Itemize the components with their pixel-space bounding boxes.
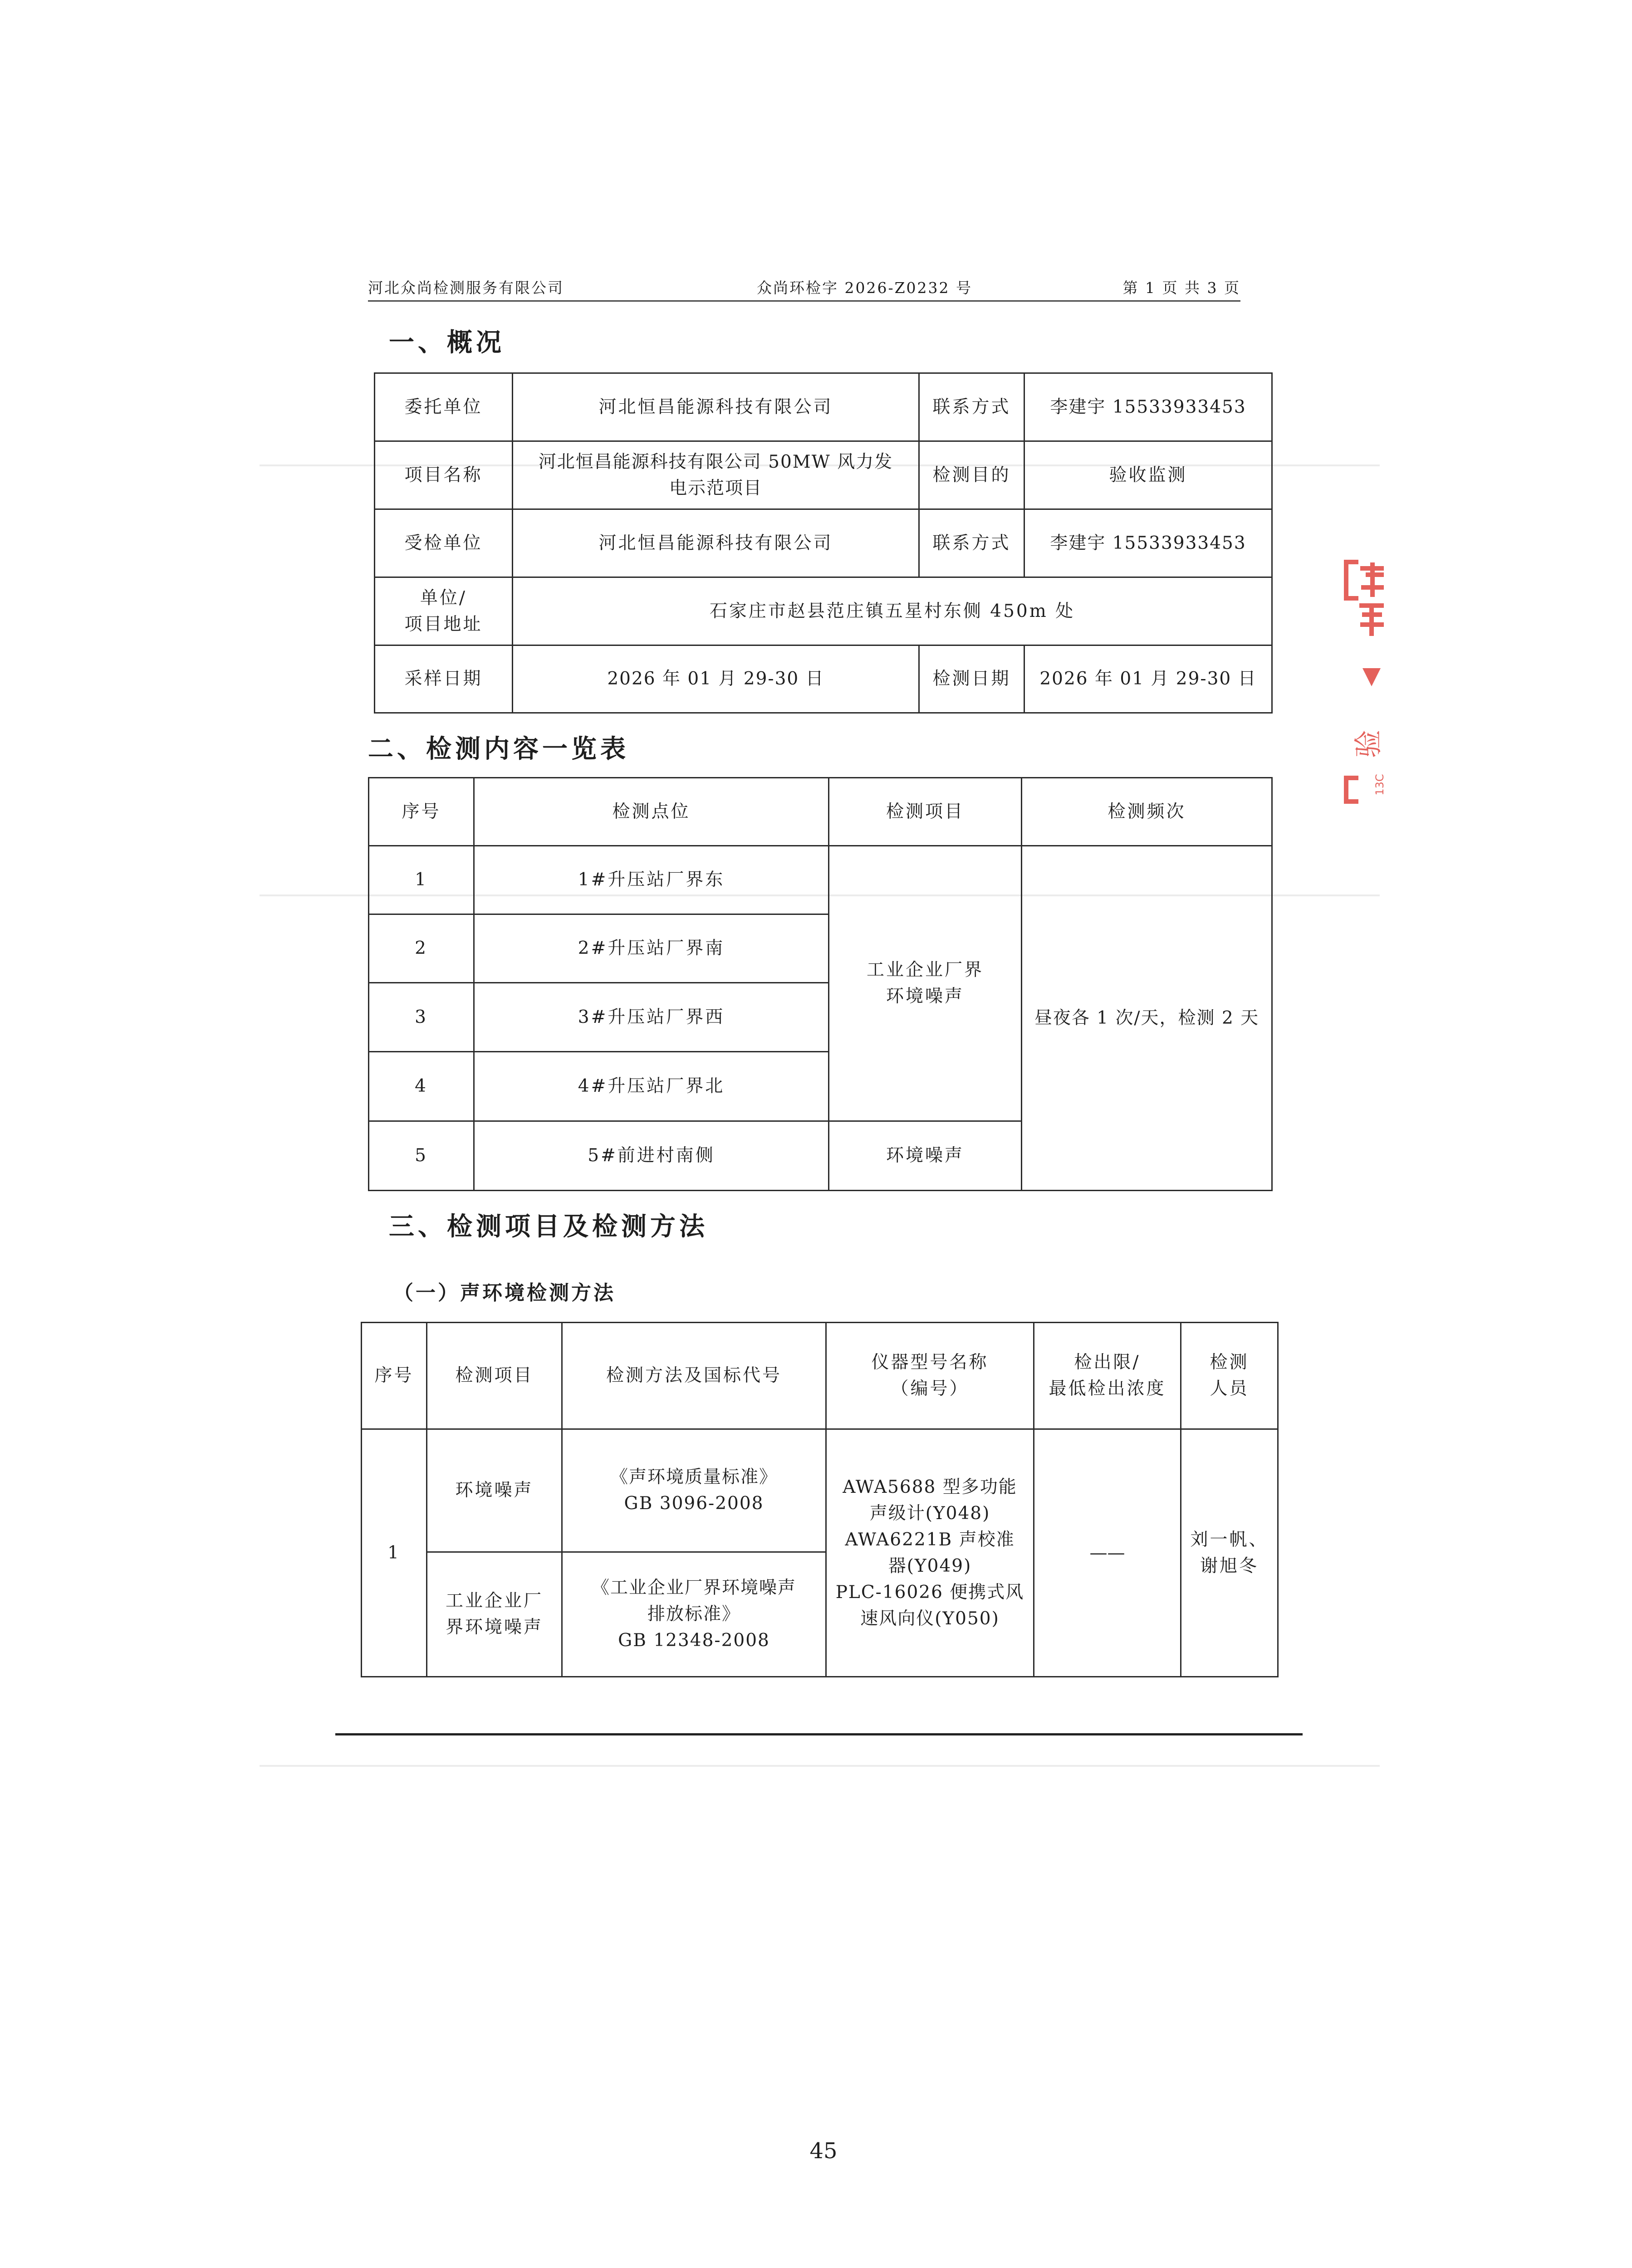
inspected-contact-label: 联系方式 bbox=[919, 509, 1024, 577]
column-header-method: 检测方法及国标代号 bbox=[562, 1323, 826, 1429]
project-label: 项目名称 bbox=[375, 441, 513, 509]
row-point: 5#前进村南侧 bbox=[474, 1121, 829, 1191]
inspected-value: 河北恒昌能源科技有限公司 bbox=[513, 509, 919, 577]
test-date-label: 检测日期 bbox=[919, 645, 1024, 713]
client-contact-value: 李建宇 15533933453 bbox=[1024, 373, 1272, 441]
page-number: 45 bbox=[809, 2138, 838, 2164]
project-value: 河北恒昌能源科技有限公司 50MW 风力发 电示范项目 bbox=[513, 441, 919, 509]
table-row bbox=[369, 846, 1272, 914]
header-page-info: 第 1 页 共 3 页 bbox=[1122, 279, 1240, 297]
red-seal-stamp bbox=[1336, 551, 1395, 814]
address-label: 单位/ 项目地址 bbox=[375, 577, 513, 645]
overview-table bbox=[374, 372, 1273, 714]
instruments: AWA5688 型多功能 声级计(Y048) AWA6221B 声校准 器(Y049) PLC-16026 便携式风 速风向仪(Y050) bbox=[826, 1429, 1034, 1677]
bottom-rule bbox=[335, 1733, 1303, 1735]
overview-row-client bbox=[375, 373, 1272, 441]
header-report-number: 众尚环检字 2026-Z0232 号 bbox=[757, 279, 973, 297]
row-no: 2 bbox=[369, 914, 474, 983]
purpose-value: 验收监测 bbox=[1024, 441, 1272, 509]
column-header-frequency: 检测频次 bbox=[1022, 778, 1272, 846]
inspected-contact-value: 李建宇 15533933453 bbox=[1024, 509, 1272, 577]
personnel: 刘一帆、 谢旭冬 bbox=[1181, 1429, 1278, 1677]
client-label: 委托单位 bbox=[375, 373, 513, 441]
row-item: 工业企业厂 界环境噪声 bbox=[427, 1552, 562, 1677]
subsection-title-sound-methods: （一）声环境检测方法 bbox=[393, 1281, 616, 1305]
purpose-label: 检测目的 bbox=[919, 441, 1024, 509]
sampling-date-label: 采样日期 bbox=[375, 645, 513, 713]
row-method: 《工业企业厂界环境噪声 排放标准》 GB 12348-2008 bbox=[562, 1552, 826, 1677]
column-header-instrument: 仪器型号名称 （编号） bbox=[826, 1323, 1034, 1429]
row-no: 3 bbox=[369, 983, 474, 1052]
content-list-header-row bbox=[369, 778, 1272, 846]
content-list-table bbox=[368, 777, 1273, 1191]
row-point: 3#升压站厂界西 bbox=[474, 983, 829, 1052]
item-factory-noise: 工业企业厂界 环境噪声 bbox=[829, 846, 1022, 1121]
section-title-content-list: 二、检测内容一览表 bbox=[368, 734, 629, 764]
overview-row-project bbox=[375, 441, 1272, 509]
client-contact-label: 联系方式 bbox=[919, 373, 1024, 441]
section-title-methods: 三、检测项目及检测方法 bbox=[389, 1212, 708, 1242]
row-no: 1 bbox=[362, 1429, 427, 1677]
column-header-item: 检测项目 bbox=[427, 1323, 562, 1429]
methods-table bbox=[361, 1322, 1279, 1677]
item-ambient-noise: 环境噪声 bbox=[829, 1121, 1022, 1191]
section-title-overview: 一、概况 bbox=[389, 327, 505, 357]
client-value: 河北恒昌能源科技有限公司 bbox=[513, 373, 919, 441]
test-frequency: 昼夜各 1 次/天，检测 2 天 bbox=[1022, 846, 1272, 1191]
stamp-code: 13C bbox=[1373, 774, 1386, 796]
row-point: 4#升压站厂界北 bbox=[474, 1052, 829, 1121]
overview-row-inspected bbox=[375, 509, 1272, 577]
address-value: 石家庄市赵县范庄镇五星村东侧 450m 处 bbox=[513, 577, 1272, 645]
scan-artifact-line bbox=[260, 1765, 1380, 1767]
overview-row-dates bbox=[375, 645, 1272, 713]
row-point: 1#升压站厂界东 bbox=[474, 846, 829, 914]
table-row bbox=[362, 1429, 1278, 1552]
test-date-value: 2026 年 01 月 29-30 日 bbox=[1024, 645, 1272, 713]
column-header-point: 检测点位 bbox=[474, 778, 829, 846]
running-header bbox=[368, 278, 1240, 302]
stamp-character: 验 bbox=[1352, 729, 1385, 758]
row-method: 《声环境质量标准》 GB 3096-2008 bbox=[562, 1429, 826, 1552]
row-no: 5 bbox=[369, 1121, 474, 1191]
sampling-date-value: 2026 年 01 月 29-30 日 bbox=[513, 645, 919, 713]
header-company: 河北众尚检测服务有限公司 bbox=[368, 279, 564, 297]
detection-limit: —— bbox=[1034, 1429, 1181, 1677]
row-item: 环境噪声 bbox=[427, 1429, 562, 1552]
column-header-no: 序号 bbox=[369, 778, 474, 846]
row-point: 2#升压站厂界南 bbox=[474, 914, 829, 983]
inspected-label: 受检单位 bbox=[375, 509, 513, 577]
column-header-item: 检测项目 bbox=[829, 778, 1022, 846]
column-header-detection-limit: 检出限/ 最低检出浓度 bbox=[1034, 1323, 1181, 1429]
row-no: 1 bbox=[369, 846, 474, 914]
methods-header-row bbox=[362, 1323, 1278, 1429]
column-header-personnel: 检测 人员 bbox=[1181, 1323, 1278, 1429]
row-no: 4 bbox=[369, 1052, 474, 1121]
overview-row-address bbox=[375, 577, 1272, 645]
column-header-no: 序号 bbox=[362, 1323, 427, 1429]
